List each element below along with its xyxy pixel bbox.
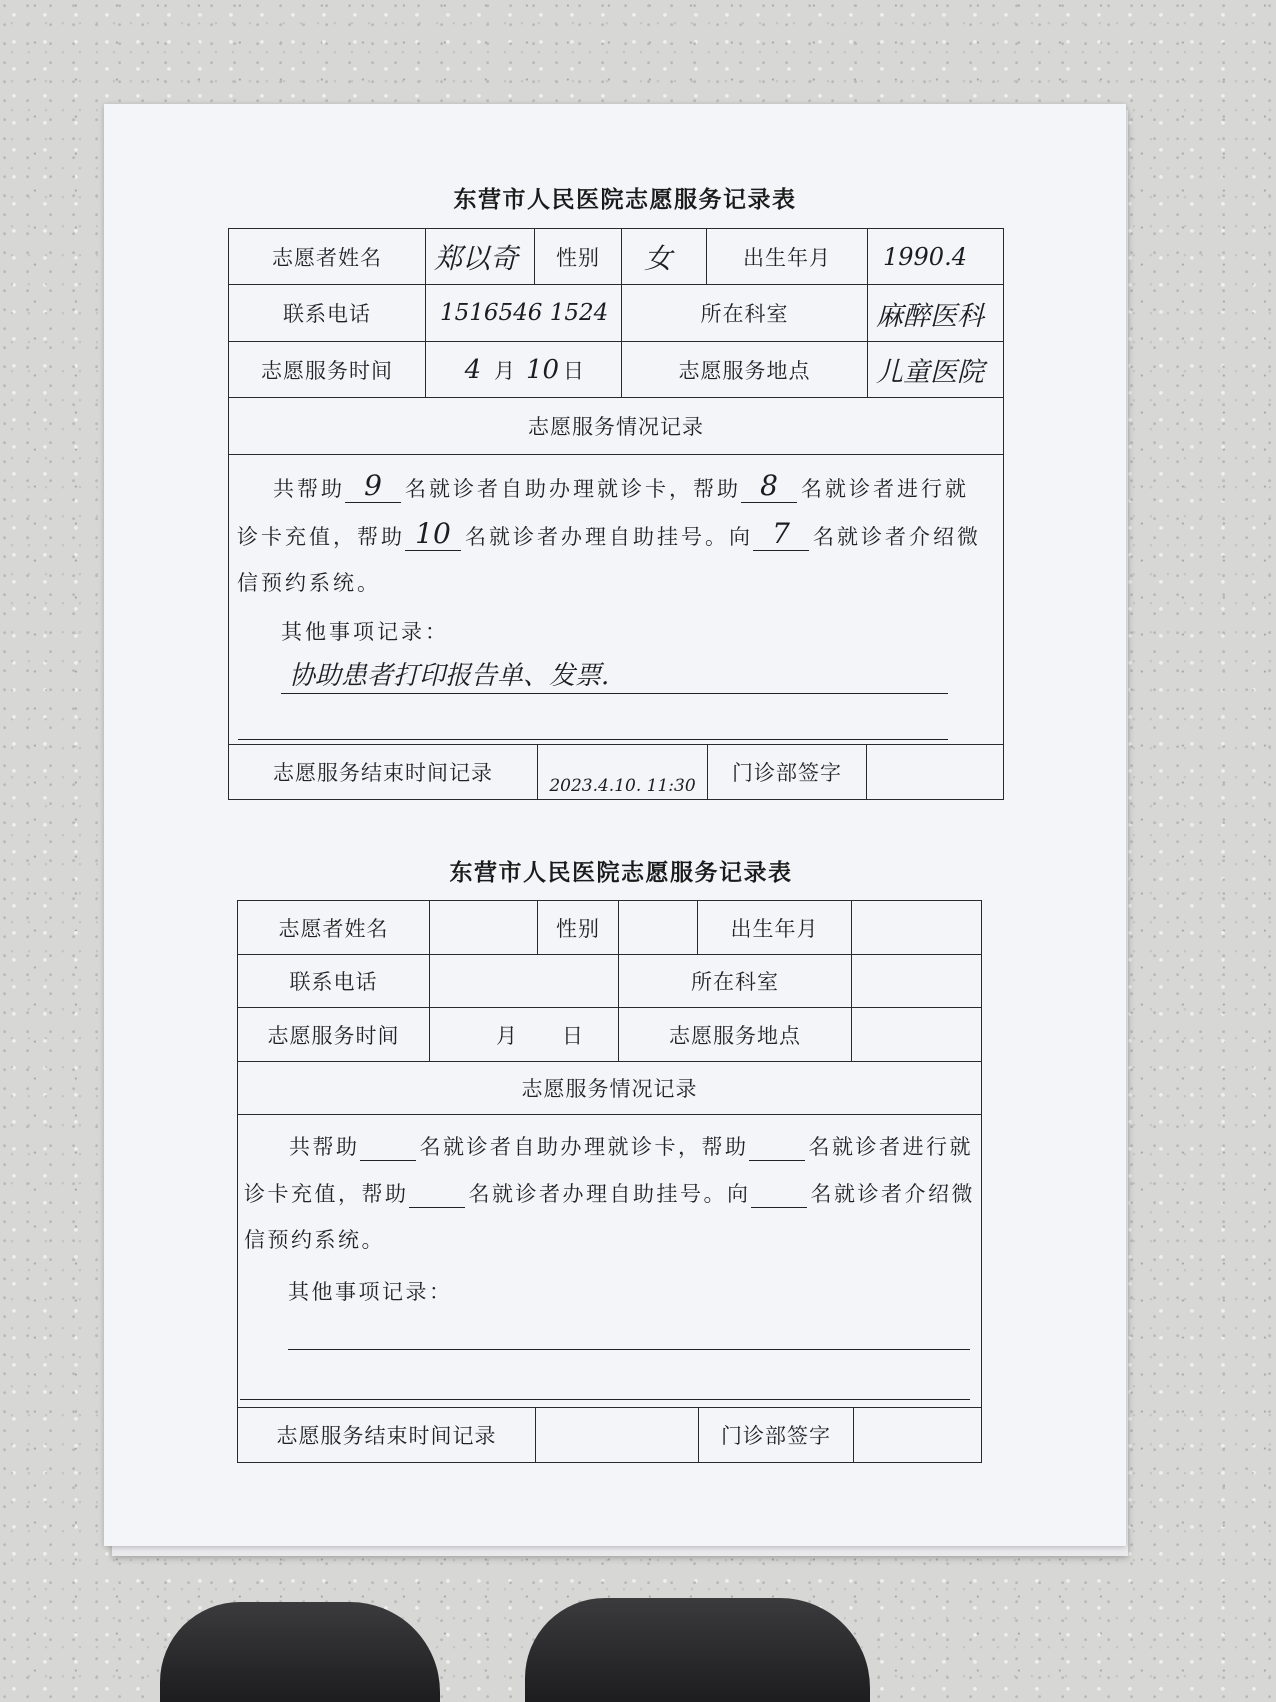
- phone-label: 联系电话: [229, 285, 426, 341]
- service-time-value: [426, 342, 622, 397]
- phone-label: 联系电话: [238, 955, 430, 1007]
- count-topup-blank: [741, 469, 797, 503]
- row-identity: [238, 901, 981, 955]
- name-label: 志愿者姓名: [238, 901, 430, 954]
- count-card-value: 9: [364, 469, 382, 502]
- form-title: 东营市人民医院志愿服务记录表: [449, 859, 793, 886]
- record-line-1: [273, 471, 969, 503]
- end-time-value: 2023.4.10. 11:30: [538, 745, 708, 799]
- department-value: 麻醉医科: [876, 300, 984, 332]
- row-end: [238, 1408, 981, 1462]
- other-matters-value: 协助患者打印报告单、发票.: [289, 661, 610, 691]
- record-text: 名就诊者办理自助挂号。向: [465, 525, 753, 549]
- record-text: 名就诊者介绍微: [813, 525, 981, 549]
- month-unit: 月: [496, 1023, 518, 1048]
- signature-value: [867, 745, 1003, 799]
- service-time-label: 志愿服务时间: [229, 342, 426, 397]
- row-identity: [229, 229, 1003, 285]
- record-text: 共帮助: [273, 477, 345, 501]
- record-line-1: [289, 1129, 973, 1161]
- count-card-blank: [345, 469, 401, 503]
- name-value: 郑以奇: [426, 229, 535, 284]
- record-text: 名就诊者进行就: [808, 1135, 973, 1159]
- record-line-2: [244, 1176, 975, 1208]
- row-contact: [229, 285, 1003, 342]
- signature-label: 门诊部签字: [708, 745, 867, 799]
- count-wechat-blank: [751, 1177, 807, 1208]
- service-place-label: 志愿服务地点: [622, 342, 868, 397]
- count-card-blank: [360, 1130, 416, 1161]
- record-content: [229, 455, 1003, 745]
- volunteer-record-form-filled: [228, 228, 1004, 800]
- month-unit: 月: [493, 358, 516, 383]
- end-time-label: 志愿服务结束时间记录: [229, 745, 538, 799]
- other-matters-label: [288, 1274, 453, 1306]
- end-time-label: 志愿服务结束时间记录: [238, 1408, 536, 1462]
- birth-value: 1990.4: [883, 242, 967, 271]
- record-heading: 志愿服务情况记录: [521, 1077, 698, 1101]
- row-service: [238, 1008, 981, 1062]
- day-unit: 日: [563, 358, 586, 383]
- record-content: [238, 1115, 981, 1408]
- gender-label: 性别: [538, 901, 619, 954]
- birth-value: [852, 901, 981, 954]
- record-text: 信预约系统。: [237, 571, 381, 595]
- other-matters-underline-2: [238, 739, 948, 740]
- birth-label: 出生年月: [698, 901, 852, 954]
- row-end: [229, 745, 1003, 799]
- count-wechat-value: 7: [772, 517, 790, 550]
- signature-label: 门诊部签字: [699, 1408, 854, 1462]
- department-label: 所在科室: [622, 285, 868, 341]
- signature-value: [854, 1408, 981, 1462]
- record-text: 名就诊者进行就: [801, 477, 969, 501]
- service-day: 10: [525, 354, 560, 385]
- row-record-heading: [229, 398, 1003, 455]
- record-text: 名就诊者自助办理就诊卡，帮助: [405, 477, 741, 501]
- count-register-value: 10: [415, 517, 451, 550]
- name-value: [430, 901, 538, 954]
- day-unit: 日: [562, 1023, 584, 1048]
- gender-label: 性别: [535, 229, 622, 284]
- record-text: 名就诊者办理自助挂号。向: [468, 1182, 751, 1206]
- service-place-value: 儿童医院: [876, 357, 984, 388]
- other-matters-label: [281, 614, 449, 646]
- department-label: 所在科室: [619, 955, 852, 1007]
- record-text: 共帮助: [289, 1135, 360, 1159]
- service-place-label: 志愿服务地点: [619, 1008, 852, 1061]
- volunteer-record-form-blank: [237, 900, 982, 1463]
- count-topup-value: 8: [760, 469, 778, 502]
- row-contact: [238, 955, 981, 1008]
- record-heading: 志愿服务情况记录: [528, 415, 704, 439]
- record-line-2: [237, 519, 981, 551]
- row-service: [229, 342, 1003, 398]
- record-line-3: [237, 565, 381, 597]
- count-topup-blank: [749, 1130, 805, 1161]
- record-text: 名就诊者介绍微: [810, 1182, 975, 1206]
- record-line-3: [244, 1222, 385, 1254]
- other-label-text: 其他事项记录：: [288, 1280, 453, 1304]
- record-text: 信预约系统。: [244, 1228, 385, 1252]
- record-text: 诊卡充值，帮助: [237, 525, 405, 549]
- count-register-blank: [405, 517, 461, 551]
- gender-value: 女: [622, 229, 707, 284]
- other-matters-underline: [281, 693, 948, 694]
- end-time-value: [536, 1408, 699, 1462]
- row-record-heading: [238, 1062, 981, 1115]
- service-month: 4: [464, 354, 482, 385]
- shoe-right: [525, 1598, 870, 1702]
- department-value: [852, 955, 981, 1007]
- other-label-text: 其他事项记录：: [281, 620, 449, 644]
- gender-value: [619, 901, 698, 954]
- service-time-value: [430, 1008, 619, 1061]
- other-matters-underline: [288, 1349, 970, 1350]
- service-time-label: 志愿服务时间: [238, 1008, 430, 1061]
- other-matters-underline-2: [240, 1399, 970, 1400]
- record-text: 诊卡充值，帮助: [244, 1182, 409, 1206]
- count-register-blank: [409, 1177, 465, 1208]
- service-place-value: [852, 1008, 981, 1061]
- phone-value: 1516546 1524: [426, 285, 622, 341]
- shoe-left: [160, 1602, 440, 1702]
- form-title: 东营市人民医院志愿服务记录表: [453, 186, 797, 213]
- name-label: 志愿者姓名: [229, 229, 426, 284]
- phone-value: [430, 955, 619, 1007]
- count-wechat-blank: [753, 517, 809, 551]
- record-text: 名就诊者自助办理就诊卡，帮助: [419, 1135, 749, 1159]
- birth-label: 出生年月: [707, 229, 868, 284]
